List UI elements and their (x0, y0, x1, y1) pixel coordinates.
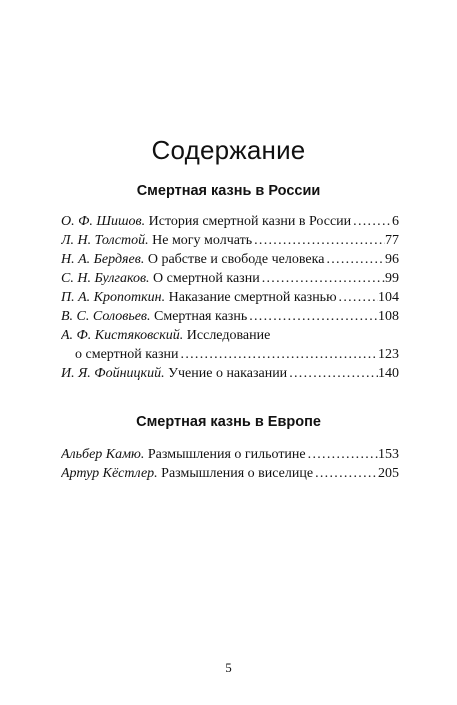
dot-leader (313, 464, 378, 483)
toc-entry-line (61, 231, 399, 250)
toc-author: С. Н. Булгаков. (61, 271, 150, 286)
page-number: 5 (225, 660, 232, 675)
dot-leader (351, 212, 392, 231)
toc-list-europe (61, 445, 399, 483)
toc-page-number: 99 (385, 271, 399, 286)
toc-entry-line (61, 288, 399, 307)
toc-entry (61, 269, 399, 288)
toc-title: Наказание смертной казнью (168, 290, 337, 305)
dot-leader (306, 445, 378, 464)
dot-leader (324, 250, 385, 269)
toc-entry (61, 250, 399, 269)
toc-entry (61, 288, 399, 307)
toc-author: П. А. Кропоткин. (61, 290, 166, 305)
toc-title: О рабстве и свободе человека (147, 252, 325, 267)
dot-leader (337, 288, 378, 307)
section-heading-russia: Смертная казнь в России (136, 183, 321, 199)
toc-entry-line (61, 269, 399, 288)
toc-entry-line (61, 345, 399, 364)
toc-author: О. Ф. Шишов. (61, 214, 146, 229)
toc-title: Не могу молчать (152, 233, 253, 248)
toc-entry-line (61, 364, 399, 383)
toc-entry-line (61, 445, 399, 464)
dot-leader (247, 307, 378, 326)
toc-entry-line (61, 250, 399, 269)
toc-entry (61, 307, 399, 326)
toc-author: Н. А. Бердяев. (61, 252, 145, 267)
toc-title: Учение о наказании (168, 366, 288, 381)
toc-entry-line (61, 326, 399, 345)
toc-list-russia (61, 212, 399, 383)
toc-author: Альбер Камю. (61, 447, 145, 462)
toc-page-number: 77 (385, 233, 399, 248)
toc-title: О смертной казни (153, 271, 260, 286)
toc-author: А. Ф. Кистяковский. (61, 328, 184, 343)
page-title: Содержание (151, 135, 306, 166)
toc-entry (61, 464, 399, 483)
toc-entry-line (61, 307, 399, 326)
toc-page-number: 96 (385, 252, 399, 267)
toc-page-number: 123 (378, 347, 399, 362)
toc-entry (61, 364, 399, 383)
toc-entry-line (61, 464, 399, 483)
toc-page-number: 205 (378, 466, 399, 481)
toc-title: Размышления о виселице (161, 466, 314, 481)
dot-leader (179, 345, 378, 364)
toc-entry (61, 231, 399, 250)
dot-leader (252, 231, 385, 250)
toc-page-number: 140 (378, 366, 399, 381)
toc-title-continuation: о смертной казни (75, 347, 179, 362)
toc-author: И. Я. Фойницкий. (61, 366, 165, 381)
toc-title: Исследование (186, 328, 271, 343)
toc-author: Артур Кёстлер. (61, 466, 158, 481)
toc-page-number: 6 (392, 214, 399, 229)
section-heading-europe: Смертная казнь в Европе (136, 414, 321, 430)
toc-page-number: 108 (378, 309, 399, 324)
toc-entry (61, 212, 399, 231)
toc-title: Размышления о гильотине (147, 447, 306, 462)
toc-page-number: 104 (378, 290, 399, 305)
toc-title: История смертной казни в России (148, 214, 352, 229)
toc-entry (61, 326, 399, 364)
toc-entry-line (61, 212, 399, 231)
toc-entry (61, 445, 399, 464)
toc-page-number: 153 (378, 447, 399, 462)
toc-author: Л. Н. Толстой. (61, 233, 149, 248)
toc-author: В. С. Соловьев. (61, 309, 151, 324)
dot-leader (260, 269, 385, 288)
dot-leader (287, 364, 378, 383)
toc-title: Смертная казнь (154, 309, 248, 324)
